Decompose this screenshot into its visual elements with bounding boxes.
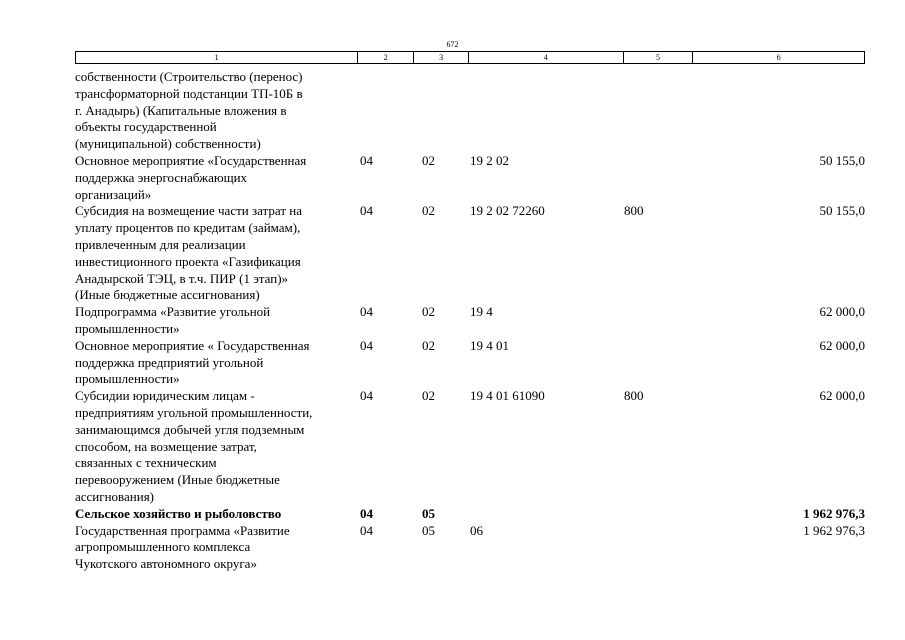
header-col-3: 3 (414, 52, 469, 63)
row-description (75, 153, 358, 203)
description-line: способом, на возмещение затрат, (75, 438, 257, 454)
row-description (75, 338, 358, 388)
amount: 62 000,0 (819, 388, 865, 404)
description-line: промышленности» (75, 320, 180, 336)
description-line: поддержка энергоснабжающих (75, 169, 248, 185)
amount: 1 962 976,3 (803, 522, 865, 538)
description-line: (муниципальной) собственности) (75, 136, 261, 152)
row-description (75, 69, 358, 153)
table-row (75, 203, 865, 304)
description-line: г. Анадырь) (Капитальные вложения в (75, 102, 287, 118)
subsection-code: 05 (422, 505, 435, 521)
target-article-code: 19 4 01 (470, 337, 509, 353)
description-line: агропромышленного комплекса (75, 539, 251, 555)
header-col-5: 5 (624, 52, 694, 63)
target-article-code: 06 (470, 522, 483, 538)
amount: 1 962 976,3 (803, 505, 865, 521)
description-line: Субсидия на возмещение части затрат на (75, 203, 302, 219)
amount: 62 000,0 (819, 337, 865, 353)
target-article-code: 19 4 01 61090 (470, 388, 545, 404)
section-code: 04 (360, 304, 373, 320)
section-code: 04 (360, 152, 373, 168)
target-article-code: 19 4 (470, 304, 493, 320)
amount: 50 155,0 (819, 152, 865, 168)
description-line: Государственная программа «Развитие (75, 522, 290, 538)
expense-type-code: 800 (624, 388, 644, 404)
section-code: 04 (360, 522, 373, 538)
table-body (75, 69, 865, 573)
table-row (75, 523, 865, 573)
description-line: предприятиям угольной промышленности, (75, 404, 313, 420)
row-description (75, 388, 358, 506)
description-line: Основное мероприятие « Государственная (75, 337, 310, 353)
subsection-code: 05 (422, 522, 435, 538)
page-number: 672 (446, 40, 459, 49)
table-row (75, 338, 865, 388)
table-row (75, 304, 865, 338)
target-article-code: 19 2 02 (470, 152, 509, 168)
description-line: Анадырской ТЭЦ, в т.ч. ПИР (1 этап)» (75, 270, 289, 286)
header-col-6: 6 (776, 53, 781, 62)
section-code: 04 (360, 388, 373, 404)
header-col-2: 2 (358, 52, 414, 63)
table-row (75, 506, 865, 523)
description-line: организаций» (75, 186, 152, 202)
description-line: связанных с техническим (75, 455, 217, 471)
table-row (75, 69, 865, 153)
section-code: 04 (360, 203, 373, 219)
description-line: привлеченным для реализации (75, 236, 246, 252)
amount: 62 000,0 (819, 304, 865, 320)
description-line: уплату процентов по кредитам (займам), (75, 220, 301, 236)
target-article-code: 19 2 02 72260 (470, 203, 545, 219)
header-col-4: 4 (469, 52, 624, 63)
row-description (75, 304, 358, 338)
description-line: (Иные бюджетные ассигнования) (75, 287, 260, 303)
section-code: 04 (360, 505, 373, 521)
description-line: занимающимся добычей угля подземным (75, 421, 305, 437)
description-line: Подпрограмма «Развитие угольной (75, 304, 271, 320)
description-line: ассигнования) (75, 488, 155, 504)
description-line: Чукотского автономного округа» (75, 556, 257, 572)
row-description (75, 203, 358, 304)
amount: 50 155,0 (819, 203, 865, 219)
table-row (75, 153, 865, 203)
subsection-code: 02 (422, 304, 435, 320)
description-line: собственности (Строительство (перенос) (75, 69, 303, 84)
row-description (75, 506, 358, 523)
table-header (75, 51, 865, 64)
description-line: объекты государственной (75, 119, 217, 135)
subsection-code: 02 (422, 152, 435, 168)
description-line: Субсидии юридическим лицам - (75, 388, 255, 404)
header-col-1: 1 (76, 52, 358, 63)
table-row (75, 388, 865, 506)
description-line: Сельское хозяйство и рыболовство (75, 505, 282, 521)
description-line: Основное мероприятие «Государственная (75, 152, 307, 168)
expense-type-code: 800 (624, 203, 644, 219)
row-description (75, 523, 358, 573)
description-line: инвестиционного проекта «Газификация (75, 253, 301, 269)
subsection-code: 02 (422, 388, 435, 404)
description-line: поддержка предприятий угольной (75, 354, 264, 370)
subsection-code: 02 (422, 203, 435, 219)
description-line: перевооружением (Иные бюджетные (75, 472, 280, 488)
section-code: 04 (360, 337, 373, 353)
subsection-code: 02 (422, 337, 435, 353)
description-line: трансформаторной подстанции ТП-10Б в (75, 85, 303, 101)
description-line: промышленности» (75, 371, 180, 387)
